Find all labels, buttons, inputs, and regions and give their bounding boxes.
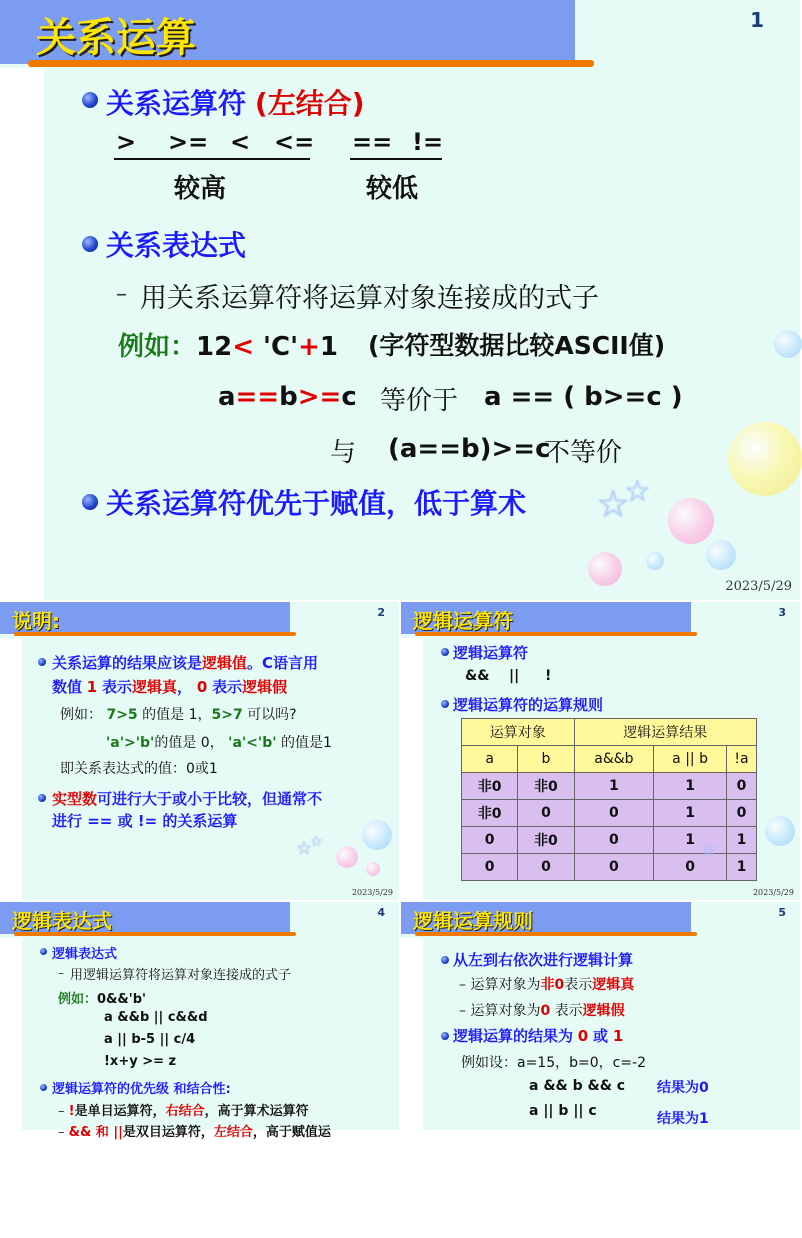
label-higher: 较高 xyxy=(174,174,227,204)
page-number: 5 xyxy=(778,906,786,919)
column-header: a&&b xyxy=(574,746,654,773)
slide-date: 2023/5/29 xyxy=(752,888,794,897)
nonequivalent-text: 不等价 xyxy=(544,438,623,468)
table-cell: 0 xyxy=(462,854,518,881)
slide-1[interactable] xyxy=(0,0,800,600)
star-icon: ☆ xyxy=(310,834,323,850)
example-or-expression: a || b || c xyxy=(529,1103,597,1119)
column-header: a xyxy=(462,746,518,773)
sidebar-strip xyxy=(0,638,22,938)
result-note-line2: 数值 1 表示逻辑真， 0 表示逻辑假 xyxy=(52,678,288,696)
table-cell: 0 xyxy=(574,827,654,854)
page-number: 1 xyxy=(750,8,764,32)
table-cell: 0 xyxy=(654,854,727,881)
slide-3[interactable] xyxy=(401,602,800,900)
bullet-operators: 关系运算符 (左结合) xyxy=(106,87,365,120)
decor-bubble xyxy=(774,330,802,358)
example-expression: a || b-5 || c/4 xyxy=(104,1032,196,1047)
bullet-icon xyxy=(38,794,46,802)
result-note-line1: 关系运算的结果应该是逻辑值。C语言用 xyxy=(52,654,319,672)
group-header: 逻辑运算结果 xyxy=(574,719,756,746)
op-not: ! xyxy=(545,668,552,684)
example-line1: 例如： 7>5 的值是 1，5>7 可以吗? xyxy=(60,707,297,723)
precedence-and-or: – && 和 ||是双目运算符，左结合，高于赋值运 xyxy=(58,1125,331,1140)
example-line: 例如：0&&'b' xyxy=(58,992,147,1007)
table-cell: 非0 xyxy=(462,800,518,827)
slide-title: 逻辑表达式 xyxy=(12,909,112,933)
bullet-result: 逻辑运算的结果为 0 或 1 xyxy=(453,1027,624,1045)
table-cell: 0 xyxy=(574,800,654,827)
slide-title: 逻辑运算规则 xyxy=(413,909,533,933)
example-line3: 即关系表达式的值：0或1 xyxy=(60,761,218,777)
star-icon: ☆ xyxy=(701,840,718,861)
bullet-logic-rules: 逻辑运算符的运算规则 xyxy=(453,696,604,714)
dash-marker: – xyxy=(116,282,127,307)
example-and-expression: a && b && c xyxy=(529,1078,626,1094)
page-number: 3 xyxy=(778,606,786,619)
table-cell: 1 xyxy=(654,827,727,854)
bullet-icon xyxy=(441,648,449,656)
dash-marker: – xyxy=(58,966,64,980)
float-note-line2: 进行 == 或 != 的关系运算 xyxy=(52,812,238,830)
rule-zero: – 运算对象为0 表示逻辑假 xyxy=(459,1003,625,1019)
op-lt: < xyxy=(230,128,251,156)
column-header: b xyxy=(518,746,574,773)
group-header: 运算对象 xyxy=(462,719,575,746)
table-cell: 1 xyxy=(726,827,756,854)
underline-low xyxy=(350,158,442,160)
bullet-icon xyxy=(82,236,98,252)
equivalent-expression: a == ( b>=c ) xyxy=(484,382,683,412)
decor-bubble xyxy=(362,820,392,850)
page-number: 4 xyxy=(377,906,385,919)
table-cell: 1 xyxy=(726,854,756,881)
bullet-icon xyxy=(40,948,47,955)
op-gt: > xyxy=(116,128,137,156)
example-and-result: 结果为0 xyxy=(657,1080,709,1096)
rule-nonzero: – 运算对象为非0表示逻辑真 xyxy=(459,977,635,993)
table-cell: 0 xyxy=(518,800,574,827)
example-note: (字符型数据比较ASCII值) xyxy=(368,331,666,360)
bullet-icon xyxy=(82,494,98,510)
with-text: 与 xyxy=(330,438,357,468)
sidebar-strip xyxy=(0,938,22,1238)
bullet-icon xyxy=(38,658,46,666)
decor-bubble xyxy=(706,540,736,570)
decor-bubble xyxy=(646,552,664,570)
op-ne: != xyxy=(412,128,444,156)
column-header: !a xyxy=(726,746,756,773)
example-line2: 'a'>'b'的值是 0， 'a'<'b' 的值是1 xyxy=(106,735,332,751)
decor-bubble xyxy=(336,846,358,868)
slide-title: 关系运算 xyxy=(36,15,196,61)
underline-high xyxy=(114,158,310,160)
sidebar-strip xyxy=(0,68,44,600)
bullet-logic-expression: 逻辑表达式 xyxy=(52,947,118,962)
decor-bubble xyxy=(668,498,714,544)
slide-4[interactable] xyxy=(0,902,399,1140)
bullet-precedence: 逻辑运算符的优先级 和结合性: xyxy=(52,1082,231,1097)
bullet-icon xyxy=(40,1084,47,1091)
float-note-line1: 实型数可进行大于或小于比较，但通常不 xyxy=(52,790,323,808)
slide-date: 2023/5/29 xyxy=(351,888,393,897)
column-header: a || b xyxy=(654,746,727,773)
expression-definition: 用关系运算符将运算对象连接成的式子 xyxy=(140,283,599,314)
table-cell: 0 xyxy=(518,854,574,881)
example-setup: 例如设：a=15，b=0，c=-2 xyxy=(461,1055,647,1071)
table-cell: 1 xyxy=(654,773,727,800)
chain-expression: a==b>=c xyxy=(218,382,357,412)
table-cell: 非0 xyxy=(462,773,518,800)
decor-bubble xyxy=(728,422,802,496)
example-expression: a &&b || c&&d xyxy=(104,1010,208,1025)
example-or-result: 结果为1 xyxy=(657,1111,709,1127)
op-ge: >= xyxy=(168,128,209,156)
nonequivalent-expression: (a==b)>=c xyxy=(388,434,551,464)
bullet-icon xyxy=(441,700,449,708)
bullet-precedence: 关系运算符优先于赋值，低于算术 xyxy=(106,487,527,520)
table-cell: 0 xyxy=(726,773,756,800)
bullet-icon xyxy=(82,92,98,108)
decor-bubble xyxy=(765,816,795,846)
bullet-expression: 关系表达式 xyxy=(106,229,247,262)
equivalent-text: 等价于 xyxy=(380,386,459,416)
op-and: && xyxy=(465,668,490,684)
table-row xyxy=(462,773,757,800)
decor-bubble xyxy=(588,552,622,586)
slide-5[interactable] xyxy=(401,902,800,1130)
slide-2[interactable] xyxy=(0,602,399,900)
table-cell: 非0 xyxy=(518,827,574,854)
bullet-left-to-right: 从左到右依次进行逻辑计算 xyxy=(453,951,634,969)
table-cell: 0 xyxy=(574,854,654,881)
op-le: <= xyxy=(274,128,315,156)
label-lower: 较低 xyxy=(366,174,419,204)
star-icon: ☆ xyxy=(296,838,313,859)
star-icon: ☆ xyxy=(596,482,631,526)
op-or: || xyxy=(509,668,520,684)
sidebar-strip xyxy=(401,938,423,1238)
bullet-logic-operators: 逻辑运算符 xyxy=(453,644,529,662)
example-line: 例如：12< 'C'+1 xyxy=(118,332,338,362)
bullet-icon xyxy=(441,956,449,964)
slide-title: 逻辑运算符 xyxy=(413,609,513,633)
expression-definition: 用逻辑运算符将运算对象连接成的式子 xyxy=(70,968,292,983)
bullet-icon xyxy=(441,1032,449,1040)
table-cell: 1 xyxy=(574,773,654,800)
example-expression: !x+y >= z xyxy=(104,1054,177,1069)
star-icon: ☆ xyxy=(624,474,651,509)
table-row xyxy=(462,800,757,827)
sidebar-strip xyxy=(401,638,423,938)
table-cell: 非0 xyxy=(518,773,574,800)
table-cell: 0 xyxy=(726,800,756,827)
table-cell: 1 xyxy=(654,800,727,827)
decor-bubble xyxy=(366,862,380,876)
op-eq: == xyxy=(352,128,393,156)
precedence-not: – !是单目运算符，右结合，高于算术运算符 xyxy=(58,1104,309,1119)
slide-title: 说明: xyxy=(12,609,60,633)
slide-date: 2023/5/29 xyxy=(725,579,792,594)
table-cell: 0 xyxy=(462,827,518,854)
page-number: 2 xyxy=(377,606,385,619)
